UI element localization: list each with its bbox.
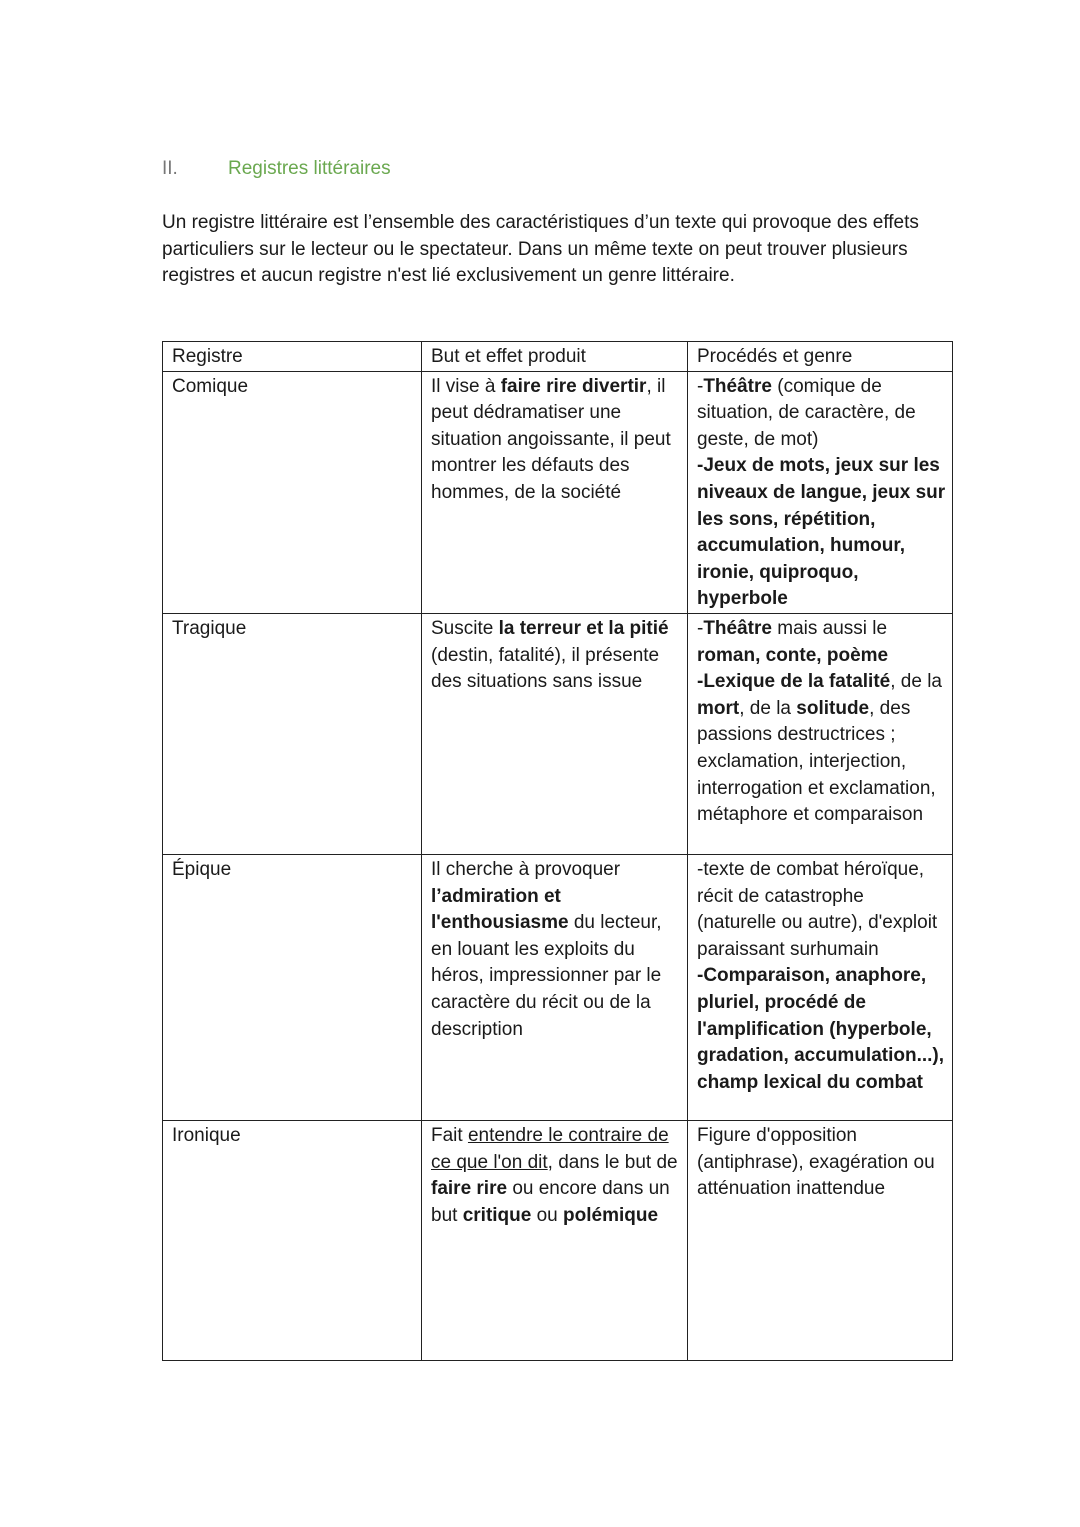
table-row (163, 613, 953, 854)
cell-text-fragment: , dans le but de (547, 1151, 678, 1173)
cell-text-fragment: - (697, 375, 704, 397)
cell-procedes (688, 613, 953, 854)
table-row (163, 854, 953, 1120)
cell-text-fragment: polémique (563, 1204, 659, 1226)
cell-text-fragment: ou (531, 1204, 564, 1226)
cell-registre: Épique (163, 854, 422, 1120)
cell-text-fragment: critique (462, 1204, 532, 1226)
cell-procedes (688, 371, 953, 613)
cell-text-fragment: faire rire (431, 1178, 508, 1200)
intro-paragraph: Un registre littéraire est l’ensemble des caractéristiques d’un texte qui provoque des effets particuliers sur le lecteur ou le spectateur. Dans un même texte on peut trouver plusieurs registres et aucun registre n'est lié exclusivement un genre littéraire. (162, 212, 919, 287)
cell-text-fragment: faire rire divertir (500, 375, 647, 397)
cell-but (422, 371, 688, 613)
table-row (163, 371, 953, 613)
table-header-row (163, 342, 953, 372)
header-procedes: Procédés et genre (688, 342, 953, 372)
cell-registre: Tragique (163, 613, 422, 854)
cell-text-fragment: ou encore dans un but (431, 1178, 670, 1226)
section-heading (162, 158, 391, 180)
header-but: But et effet produit (422, 342, 688, 372)
cell-text-fragment: mort (697, 697, 740, 719)
cell-procedes (688, 1120, 953, 1360)
cell-text-fragment: , des passions destructrices ; exclamation, interjection, interrogation et exclamation, métaphore et comparaison (697, 697, 936, 826)
cell-text-fragment: l’admiration et l'enthousiasme (431, 885, 569, 934)
cell-text-fragment: solitude (796, 697, 870, 719)
section-title: Registres littéraires (228, 158, 391, 179)
cell-text-fragment: roman, conte, poème (697, 644, 889, 666)
cell-text-fragment: mais aussi le (771, 617, 888, 639)
cell-text-fragment: (destin, fatalité), il présente des situations sans issue (431, 644, 660, 693)
cell-text-fragment: Fait (431, 1124, 468, 1146)
cell-text-fragment: -Lexique de la (697, 671, 829, 693)
cell-text-fragment: entendre le contraire de ce que l'on dit (431, 1124, 669, 1173)
registres-table (162, 341, 953, 1361)
cell-but (422, 613, 688, 854)
cell-registre: Ironique (163, 1120, 422, 1360)
cell-text-fragment: -texte de combat héroïque, récit de catastrophe (naturelle ou autre), d'exploit paraissant surhumain (697, 858, 938, 960)
cell-text-fragment: -Comparaison, anaphore, pluriel, procédé de l'amplification (hyperbole, gradation, accumulation...), champ lexical du combat (697, 965, 945, 1093)
cell-text-fragment: fatalité (828, 671, 891, 693)
cell-text-fragment: , de la (739, 697, 797, 719)
cell-text-fragment: (comique de situation, de caractère, de geste, de mot) (697, 375, 916, 450)
cell-text-fragment: , de la (890, 671, 942, 693)
cell-text-fragment: , il peut dédramatiser une situation angoissante, il peut montrer les défauts des hommes, de la société (431, 375, 671, 503)
cell-text-fragment: Théâtre (703, 617, 772, 639)
cell-procedes (688, 854, 953, 1120)
cell-text-fragment: du lecteur, en louant les exploits du héros, impressionner par le caractère du récit ou de la description (431, 912, 662, 1040)
table-row (163, 1120, 953, 1360)
cell-but (422, 1120, 688, 1360)
section-number: II. (162, 158, 178, 179)
cell-text-fragment: la terreur et la pitié (498, 617, 669, 639)
cell-text-fragment: Figure d'opposition (antiphrase), exagération ou atténuation inattendue (697, 1124, 935, 1200)
cell-text-fragment: Il cherche à provoquer (431, 858, 621, 880)
cell-registre: Comique (163, 371, 422, 613)
cell-text-fragment: - (697, 617, 704, 639)
header-registre: Registre (163, 342, 422, 372)
cell-text-fragment: Il vise à (431, 375, 501, 397)
cell-text-fragment: -Jeux de mots, jeux sur les niveaux de langue, jeux sur les sons, répétition, accumulation, humour, ironie, quiproquo, hyperbole (697, 455, 946, 610)
cell-but (422, 854, 688, 1120)
cell-text-fragment: Suscite (431, 617, 499, 639)
cell-text-fragment: Théâtre (703, 375, 772, 397)
